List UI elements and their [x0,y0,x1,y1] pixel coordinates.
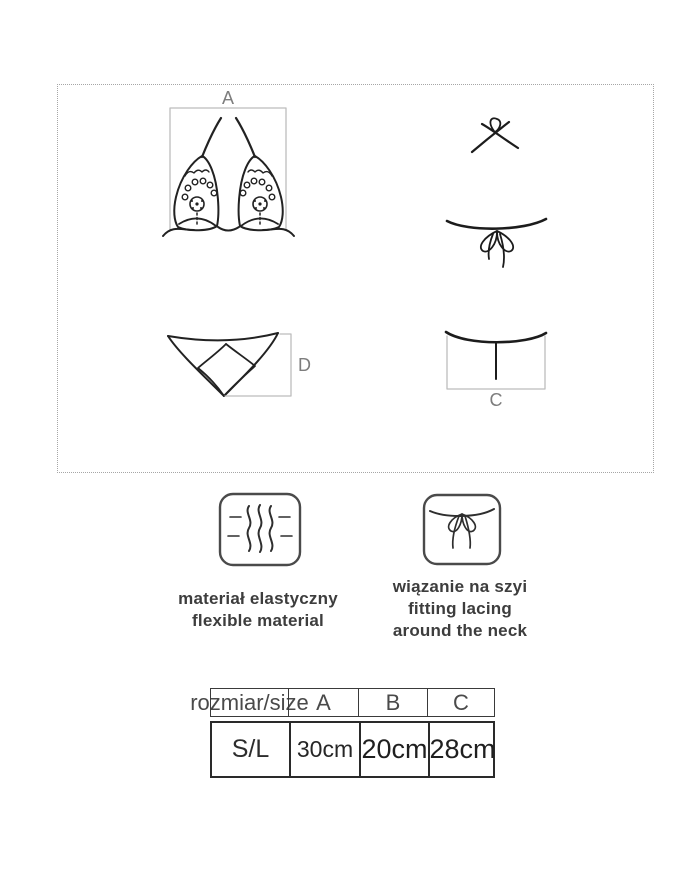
caption-line: around the neck [392,621,528,640]
size-table-header-label: rozmiar/size [190,689,309,715]
measurement-bracket-d [225,334,291,396]
label-d: D [298,355,311,375]
neck-lacing-icon [422,493,502,566]
caption-line: wiązanie na szyi [392,577,528,596]
neck-tie-bow-drawing [472,118,518,152]
size-table-column-b: B [358,689,427,716]
label-c: C [489,390,503,410]
measurement-b-value: 20cm [359,723,428,776]
size-table-row [210,721,495,778]
neck-lacing-caption [370,576,550,642]
measurement-a-value: 30cm [289,723,359,776]
elastic-material-caption [168,588,348,632]
back-band-drawing [446,332,546,379]
size-table-header-row [190,688,495,717]
caption-line: flexible material [192,611,324,630]
caption-line: materiał elastyczny [178,589,338,608]
garment-diagrams [57,80,654,474]
panties-drawing [168,333,278,396]
label-a: A [221,88,235,108]
measurement-c-value: 28cm [428,723,495,776]
bra-top-drawing [163,118,294,236]
back-tie-bow-drawing [447,219,546,267]
caption-line: fitting lacing [408,599,512,618]
size-table [190,688,496,778]
size-table-column-a: A [288,689,358,716]
size-table-column-c: C [427,689,494,716]
size-value: S/L [231,735,270,763]
elastic-material-icon [218,492,302,567]
